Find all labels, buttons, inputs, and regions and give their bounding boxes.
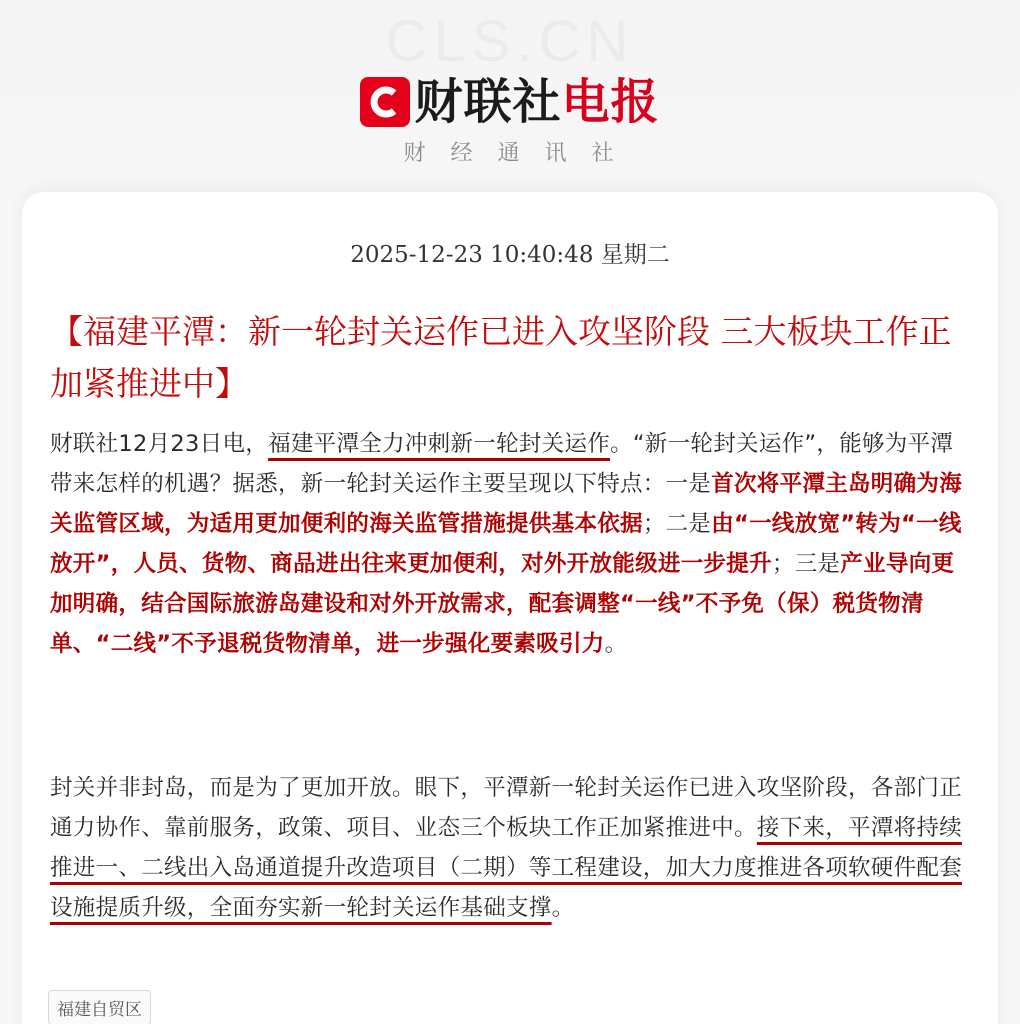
brand-name-black: 财联社 xyxy=(414,74,562,130)
p1-text: 。 xyxy=(604,631,628,657)
p1-highlight-2: 由“一线放宽”转为“一线放开”，人员、货物、商品进出往来更加便利，对外开放能级进一步提升 xyxy=(50,511,962,577)
article-paragraph-1 xyxy=(50,424,975,664)
article-datetime: 2025-12-23 10:40:48 星期二 xyxy=(350,242,670,268)
brand-subtitle: 财经通讯社 xyxy=(403,141,639,166)
p2-text: 封关并非封岛，而是为了更加开放。眼下，平潭新一轮封关运作已进入攻坚阶段，各部门正通力协作、靠前服务，政策、项目、业态三个板块工作正加紧推进中。 xyxy=(50,775,963,841)
brand-badge-icon xyxy=(360,77,410,127)
p1-text: ；三是 xyxy=(771,551,841,577)
article-paragraph-2 xyxy=(50,768,975,928)
p2-underlined: 接下来，平潭将持续推进一、二线出入岛通道提升改造项目（二期）等工程建设，加大力度推进各项软硬件配套设施提质升级，全面夯实新一轮封关运作基础支撑 xyxy=(50,815,963,921)
p1-highlight-3: 产业导向更加明确，结合国际旅游岛建设和对外开放需求，配套调整“一线”不予免（保）税货物清单、“二线”不予退税货物清单，进一步强化要素吸引力 xyxy=(50,551,955,657)
p1-text: 。“新一轮封关运作”，能够为平潭带来怎样的机遇？据悉，新一轮封关运作主要呈现以下特点：一是 xyxy=(50,431,954,497)
brand-name-red: 电报 xyxy=(561,74,660,130)
p1-text: ；二是 xyxy=(642,511,712,537)
c-letter-icon xyxy=(366,83,404,121)
p1-text: 财联社12月23日电， xyxy=(50,431,269,457)
p2-text: 。 xyxy=(551,895,575,921)
p1-underlined-lead: 福建平潭全力冲刺新一轮封关运作 xyxy=(268,431,611,457)
article-headline: 【福建平潭：新一轮封关运作已进入攻坚阶段 三大板块工作正加紧推进中】 xyxy=(50,312,952,403)
watermark: CLS.CN xyxy=(385,9,635,74)
p1-highlight-1: 首次将平潭主岛明确为海关监管区域，为适用更加便利的海关监管措施提供基本依据 xyxy=(50,471,963,537)
brand-logo xyxy=(0,76,1020,128)
topic-tag[interactable]: 福建自贸区 xyxy=(48,990,151,1024)
brand-name xyxy=(414,76,659,128)
